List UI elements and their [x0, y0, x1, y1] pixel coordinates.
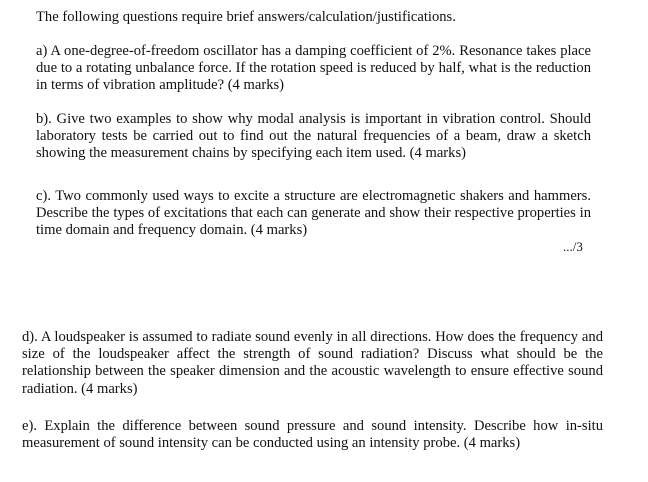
page-continuation-marker: .../3	[563, 239, 583, 254]
question-a: a) A one-degree-of-freedom oscillator has a damping coefficient of 2%. Resonance takes place due to a rotating unbalance force. If the rotation speed is reduced by half, what is the reduction in terms of vibration amplitude? (4 marks)	[36, 43, 591, 94]
question-c: c). Two commonly used ways to excite a structure are electromagnetic shakers and hammers. Describe the types of excitations that each can generate and show their respective properties in time domain and frequency domain. (4 marks)	[36, 188, 591, 239]
instructions-heading: The following questions require brief answers/calculation/justifications.	[36, 9, 456, 25]
question-d: d). A loudspeaker is assumed to radiate sound evenly in all directions. How does the frequency and size of the loudspeaker affect the strength of sound radiation? Discuss what should be the relationship between the speaker dimension and the acoustic wavelength to ensure effective sound radiation. (4 marks)	[22, 329, 603, 397]
question-e: e). Explain the difference between sound pressure and sound intensity. Describe how in-situ measurement of sound intensity can be conducted using an intensity probe. (4 marks)	[22, 418, 603, 452]
question-b: b). Give two examples to show why modal analysis is important in vibration control. Should laboratory tests be carried out to find out the natural frequencies of a beam, draw a sketch showing the measurement chains by specifying each item used. (4 marks)	[36, 111, 591, 162]
